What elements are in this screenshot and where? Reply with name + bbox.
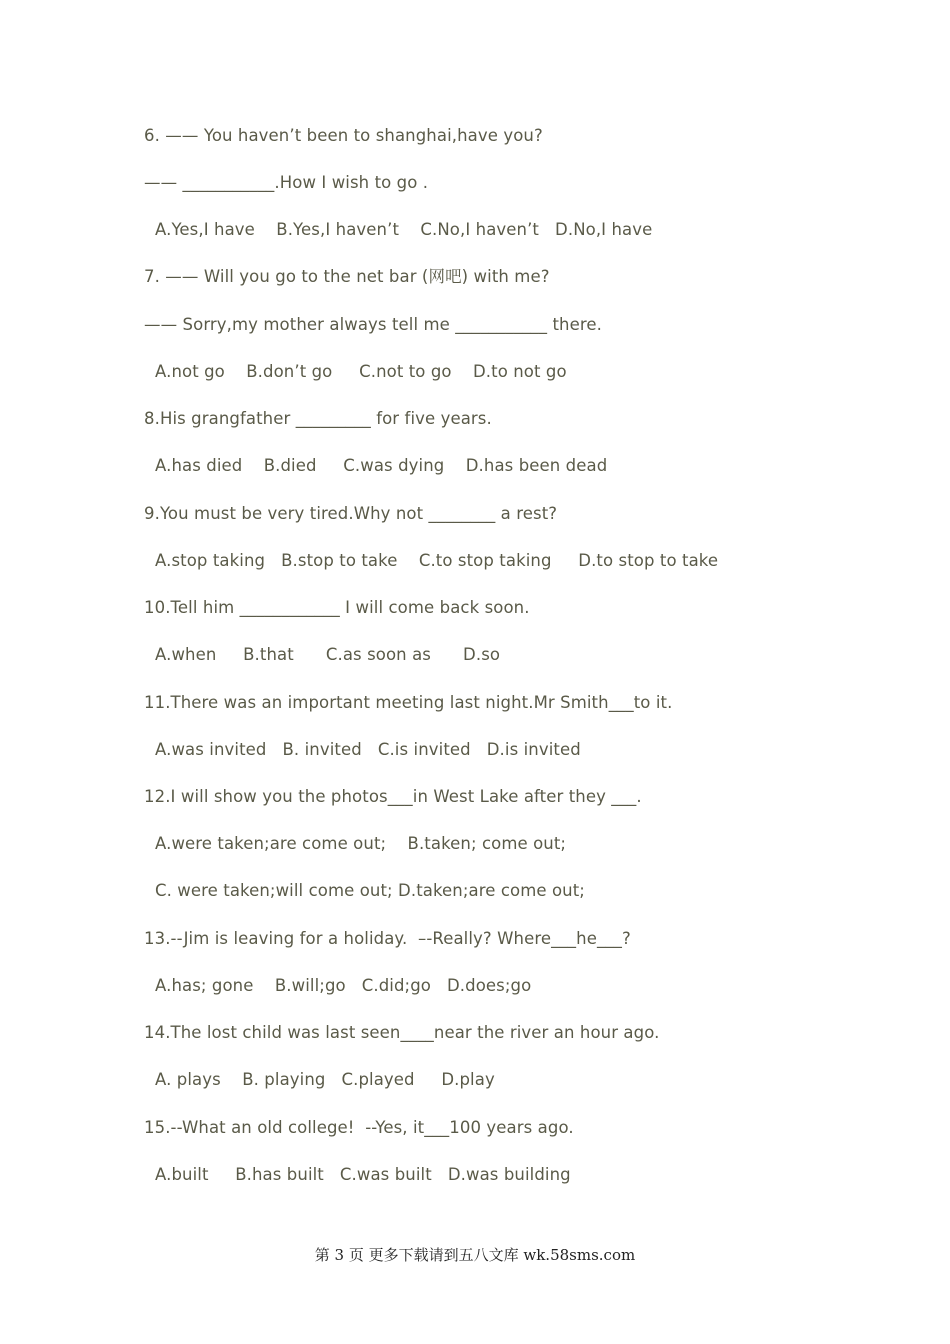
question-13-line: 13.--Jim is leaving for a holiday. –-Really? Where___he___? (144, 929, 631, 948)
question-11-line: 11.There was an important meeting last night.Mr Smith___to it. (144, 693, 673, 712)
question-9-line: 9.You must be very tired.Why not ________ a rest? (144, 504, 558, 523)
question-13-options: A.has; gone B.will;go C.did;go D.does;go (155, 976, 532, 995)
question-11-options: A.was invited B. invited C.is invited D.is invited (155, 740, 581, 759)
question-6-answer-line: —— ___________.How I wish to go . (144, 173, 429, 192)
question-12-options-1: A.were taken;are come out; B.taken; come out; (155, 834, 567, 853)
question-7-line: 7. —— Will you go to the net bar (网吧) with me? (144, 267, 550, 286)
question-10-line: 10.Tell him ____________ I will come back soon. (144, 598, 530, 617)
question-14-line: 14.The lost child was last seen____near the river an hour ago. (144, 1023, 660, 1042)
page-footer: 第 3 页 更多下载请到五八文库 wk.58sms.com (314, 1246, 636, 1264)
question-7-options: A.not go B.don’t go C.not to go D.to not go (155, 362, 567, 381)
question-6-options: A.Yes,I have B.Yes,I haven’t C.No,I haven’t D.No,I have (155, 220, 653, 239)
question-12-options-2: C. were taken;will come out; D.taken;are come out; (155, 881, 585, 900)
question-10-options: A.when B.that C.as soon as D.so (155, 645, 501, 664)
question-8-options: A.has died B.died C.was dying D.has been dead (155, 456, 608, 475)
question-15-options: A.built B.has built C.was built D.was building (155, 1165, 571, 1184)
question-6-line: 6. —— You haven’t been to shanghai,have you? (144, 126, 543, 145)
question-14-options: A. plays B. playing C.played D.play (155, 1070, 495, 1089)
question-12-line: 12.I will show you the photos___in West Lake after they ___. (144, 787, 642, 806)
question-7-answer-line: —— Sorry,my mother always tell me ___________ there. (144, 315, 602, 334)
question-15-line: 15.--What an old college! --Yes, it___100 years ago. (144, 1118, 574, 1137)
question-8-line: 8.His grangfather _________ for five years. (144, 409, 492, 428)
question-9-options: A.stop taking B.stop to take C.to stop taking D.to stop to take (155, 551, 719, 570)
